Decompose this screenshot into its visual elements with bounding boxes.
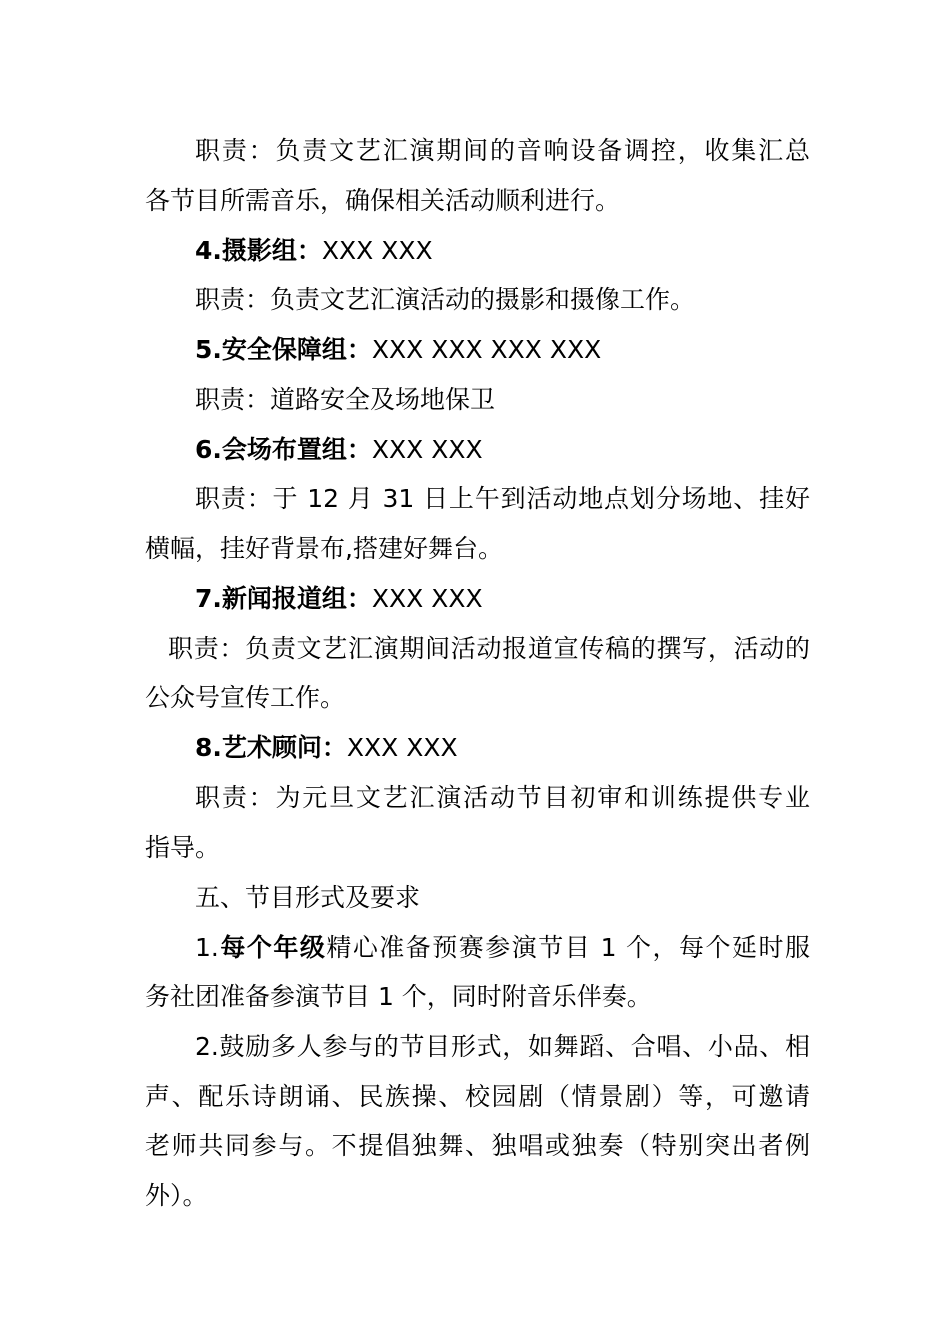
paragraph-line: 职责：负责文艺汇演活动的摄影和摄像工作。 [195, 285, 696, 314]
paragraph-line: 老师共同参与。不提倡独舞、独唱或独奏（特别突出者例 [145, 1131, 810, 1160]
paragraph-line: 职责：于 12 月 31 日上午到活动地点划分场地、挂好 [195, 484, 810, 513]
item-number: 1. [195, 933, 219, 962]
group-heading-line [195, 233, 810, 269]
item-bold-text: 每个年级 [218, 933, 327, 962]
paragraph-line: 职责：为元旦文艺汇演活动节目初审和训练提供专业 [195, 783, 810, 812]
group-heading: 8.艺术顾问： [195, 733, 347, 762]
group-heading-line [195, 432, 810, 468]
paragraph-line: 职责：道路安全及场地保卫 [195, 385, 496, 414]
paragraph-line: 各节目所需音乐，确保相关活动顺利进行。 [145, 186, 621, 215]
group-heading-line [195, 581, 810, 617]
paragraph-line: 公众号宣传工作。 [145, 683, 346, 712]
group-heading-line [195, 730, 810, 766]
section-heading: 五、节目形式及要求 [195, 883, 421, 912]
paragraph-line: 职责：负责文艺汇演期间活动报道宣传稿的撰写，活动的 [168, 634, 810, 663]
paragraph-line: 声、配乐诗朗诵、民族操、校园剧（情景剧）等，可邀请 [145, 1082, 810, 1111]
paragraph-line: 指导。 [145, 833, 221, 862]
group-members: XXX XXX [371, 435, 483, 464]
group-heading-line [195, 332, 810, 368]
item-text: 精心准备预赛参演节目 1 个，每个延时服 [326, 933, 810, 962]
paragraph-line [195, 930, 810, 966]
paragraph-line: 务社团准备参演节目 1 个，同时附音乐伴奏。 [145, 982, 652, 1011]
group-members: XXX XXX [321, 236, 433, 265]
group-heading: 4.摄影组： [195, 236, 322, 265]
group-members: XXX XXX XXX XXX [371, 335, 602, 364]
group-heading: 7.新闻报道组： [195, 584, 372, 613]
group-members: XXX XXX [346, 733, 458, 762]
paragraph-line: 2.鼓励多人参与的节目形式，如舞蹈、合唱、小品、相 [195, 1032, 810, 1061]
paragraph-line: 职责：负责文艺汇演期间的音响设备调控，收集汇总 [195, 136, 810, 165]
group-heading: 5.安全保障组： [195, 335, 372, 364]
group-heading: 6.会场布置组： [195, 435, 372, 464]
paragraph-line: 横幅，挂好背景布,搭建好舞台。 [145, 534, 503, 563]
paragraph-line: 外）。 [145, 1181, 208, 1210]
group-members: XXX XXX [371, 584, 483, 613]
